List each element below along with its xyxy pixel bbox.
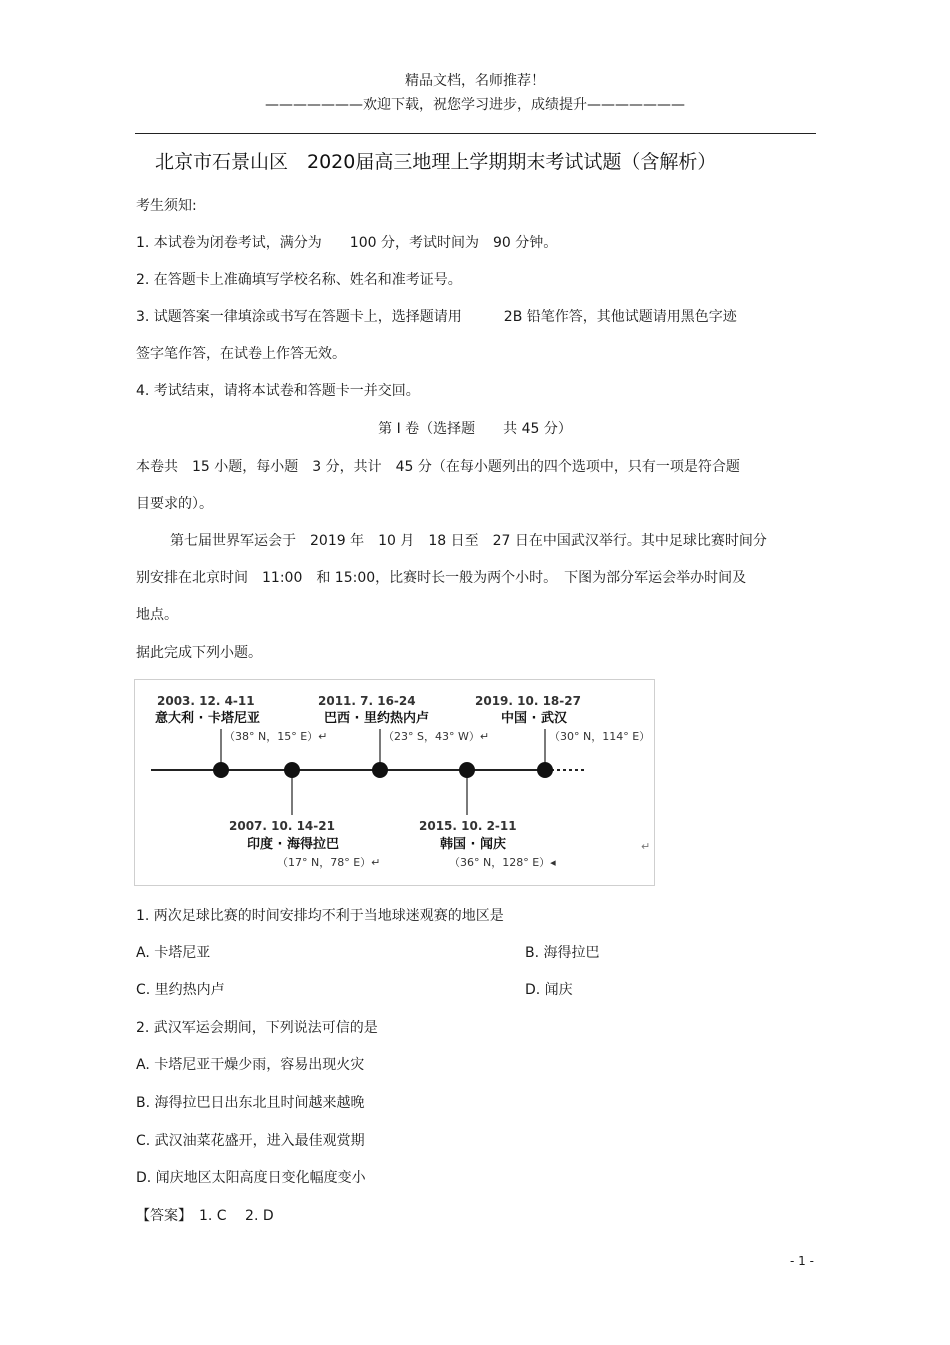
event-coord: （23° S，43° W）↵: [383, 730, 490, 743]
timeline-svg: [135, 680, 654, 885]
event-date: 2011. 7. 16-24: [318, 694, 416, 708]
notice-item: 2. 在答题卡上准确填写学校名称、姓名和准考证号。: [136, 272, 462, 288]
event-marker: [459, 762, 475, 778]
notice-item: 3. 试题答案一律填涂或书写在答题卡上，选择题请用 2B 铅笔作答，其他试题请用黑色字迹: [136, 309, 737, 325]
question-option: B. 海得拉巴日出东北且时间越来越晚: [136, 1095, 365, 1111]
event-place: 印度 · 海得拉巴: [247, 837, 339, 852]
event-marker: [284, 762, 300, 778]
event-place: 韩国 · 闻庆: [440, 837, 506, 852]
passage-line: 第七届世界军运会于 2019 年 10 月 18 日至 27 日在中国武汉举行。其中足球比赛时间分: [170, 533, 767, 549]
question-option: C. 武汉油菜花盛开，进入最佳观赏期: [136, 1133, 365, 1149]
header-slogan-2: ———————欢迎下载，祝您学习进步，成绩提升———————: [265, 97, 685, 113]
event-marker: [537, 762, 553, 778]
question-stem: 1. 两次足球比赛的时间安排均不利于当地球迷观赛的地区是: [136, 908, 504, 924]
passage-line: 据此完成下列小题。: [136, 645, 262, 661]
section-desc: 目要求的）。: [136, 496, 213, 512]
event-date: 2007. 10. 14-21: [229, 819, 335, 833]
event-date: 2019. 10. 18-27: [475, 694, 581, 708]
question-stem: 2. 武汉军运会期间，下列说法可信的是: [136, 1020, 378, 1036]
section-desc: 本卷共 15 小题，每小题 3 分，共计 45 分（在每小题列出的四个选项中，只有一项是符合题: [136, 459, 740, 475]
header-slogan-1: 精品文档，名师推荐！: [405, 73, 545, 89]
event-coord: （17° N，78° E）↵: [277, 856, 381, 869]
section-title: 第 I 卷（选择题 共 45 分）: [378, 421, 572, 437]
header-rule: [135, 133, 816, 134]
question-option: D. 闻庆: [525, 982, 573, 998]
event-date: 2003. 12. 4-11: [157, 694, 255, 708]
event-date: 2015. 10. 2-11: [419, 819, 517, 833]
event-place: 意大利 · 卡塔尼亚: [155, 711, 260, 726]
answer-line: 【答案】 1. C 2. D: [136, 1208, 274, 1224]
event-coord: （36° N，128° E）◂: [449, 856, 556, 869]
page-title: 北京市石景山区 2020届高三地理上学期期末考试试题（含解析）: [155, 151, 717, 173]
passage-line: 别安排在北京时间 11:00 和 15:00，比赛时长一般为两个小时。 下图为部分军运会举办时间及: [136, 570, 747, 586]
event-place: 中国 · 武汉: [501, 711, 567, 726]
passage-line: 地点。: [136, 607, 178, 623]
question-option: D. 闻庆地区太阳高度日变化幅度变小: [136, 1170, 366, 1186]
question-option: A. 卡塔尼亚: [136, 945, 211, 961]
notice-item: 1. 本试卷为闭卷考试，满分为 100 分，考试时间为 90 分钟。: [136, 235, 558, 251]
corner-mark: ↵: [641, 840, 651, 853]
question-option: A. 卡塔尼亚干燥少雨，容易出现火灾: [136, 1057, 365, 1073]
event-place: 巴西 · 里约热内卢: [324, 711, 429, 726]
event-coord: （30° N，114° E）: [549, 730, 651, 743]
question-option: C. 里约热内卢: [136, 982, 225, 998]
page-number: - 1 -: [790, 1254, 814, 1268]
event-coord: （38° N，15° E）↵: [224, 730, 328, 743]
event-marker: [372, 762, 388, 778]
games-timeline-figure: [134, 679, 655, 886]
notice-heading: 考生须知:: [136, 198, 197, 214]
notice-item: 4. 考试结束，请将本试卷和答题卡一并交回。: [136, 383, 420, 399]
notice-item: 签字笔作答，在试卷上作答无效。: [136, 346, 346, 362]
event-marker: [213, 762, 229, 778]
question-option: B. 海得拉巴: [525, 945, 600, 961]
